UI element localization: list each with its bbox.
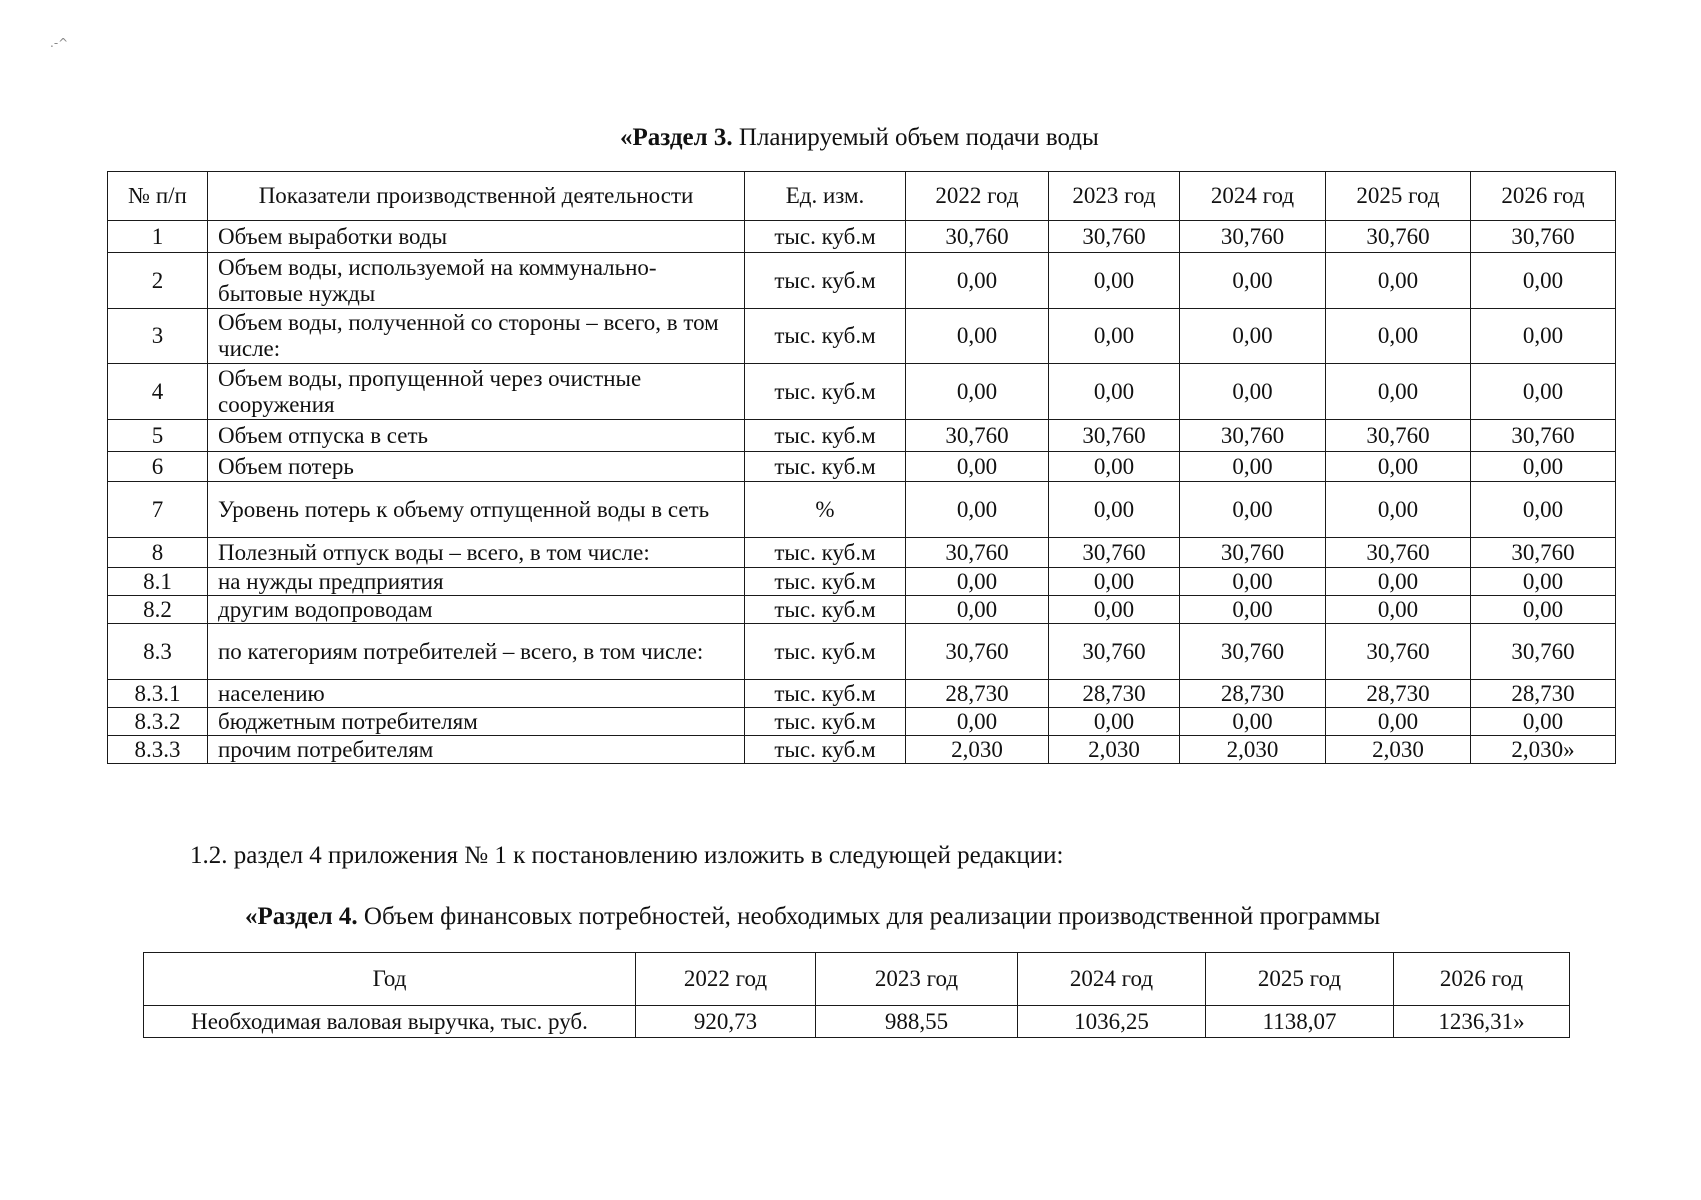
- row-number: 8.3.2: [108, 708, 208, 736]
- water-table-header-cell: Ед. изм.: [745, 172, 906, 221]
- table-row: [108, 420, 1616, 452]
- value-cell: 28,730: [1471, 680, 1616, 708]
- water-table-header-cell: Показатели производственной деятельности: [208, 172, 745, 221]
- value-cell: 2,030: [1180, 736, 1326, 764]
- value-cell: 28,730: [1180, 680, 1326, 708]
- table-row: [108, 708, 1616, 736]
- revenue-value: 1138,07: [1206, 1006, 1394, 1038]
- indicator-name: Объем воды, используемой на коммунально-бытовые нужды: [208, 253, 745, 309]
- row-number: 6: [108, 452, 208, 482]
- value-cell: 28,730: [906, 680, 1049, 708]
- value-cell: 0,00: [1326, 452, 1471, 482]
- row-number: 8.3.1: [108, 680, 208, 708]
- section-4-title: [245, 903, 1380, 931]
- value-cell: 0,00: [906, 253, 1049, 309]
- value-cell: 30,760: [1180, 538, 1326, 568]
- unit-cell: тыс. куб.м: [745, 420, 906, 452]
- row-number: 8.1: [108, 568, 208, 596]
- unit-cell: тыс. куб.м: [745, 221, 906, 253]
- financial-table-header-cell: 2026 год: [1394, 953, 1570, 1006]
- value-cell: 0,00: [906, 364, 1049, 420]
- financial-table-header-cell: Год: [144, 953, 636, 1006]
- section-4-title-bold: «Раздел 4.: [245, 903, 358, 930]
- value-cell: 0,00: [1326, 482, 1471, 538]
- table-row: [108, 568, 1616, 596]
- value-cell: 30,760: [1049, 538, 1180, 568]
- revenue-label: Необходимая валовая выручка, тыс. руб.: [144, 1006, 636, 1038]
- indicator-name: Объем воды, полученной со стороны – всего, в том числе:: [208, 309, 745, 364]
- value-cell: 0,00: [1049, 309, 1180, 364]
- value-cell: 0,00: [1471, 309, 1616, 364]
- unit-cell: тыс. куб.м: [745, 253, 906, 309]
- value-cell: 0,00: [1180, 482, 1326, 538]
- value-cell: 0,00: [1049, 708, 1180, 736]
- row-number: 8.3: [108, 624, 208, 680]
- paragraph-1-2: 1.2. раздел 4 приложения № 1 к постановлению изложить в следующей редакции:: [190, 842, 1064, 869]
- value-cell: 0,00: [1180, 596, 1326, 624]
- value-cell: 0,00: [906, 482, 1049, 538]
- value-cell: 30,760: [1180, 624, 1326, 680]
- indicator-name: Уровень потерь к объему отпущенной воды в сеть: [208, 482, 745, 538]
- scan-artifact: .-^: [50, 36, 69, 50]
- unit-cell: тыс. куб.м: [745, 624, 906, 680]
- financial-needs-table: [143, 952, 1570, 1038]
- value-cell: 30,760: [1180, 420, 1326, 452]
- value-cell: 0,00: [1180, 452, 1326, 482]
- value-cell: 0,00: [1471, 253, 1616, 309]
- unit-cell: %: [745, 482, 906, 538]
- value-cell: 30,760: [1049, 420, 1180, 452]
- value-cell: 30,760: [906, 221, 1049, 253]
- value-cell: 0,00: [1326, 708, 1471, 736]
- value-cell: 0,00: [1180, 364, 1326, 420]
- indicator-name: другим водопроводам: [208, 596, 745, 624]
- value-cell: 30,760: [1326, 221, 1471, 253]
- unit-cell: тыс. куб.м: [745, 680, 906, 708]
- water-table-header-row: [108, 172, 1616, 221]
- revenue-value: 988,55: [816, 1006, 1018, 1038]
- row-number: 8.3.3: [108, 736, 208, 764]
- value-cell: 0,00: [1471, 596, 1616, 624]
- indicator-name: Объем потерь: [208, 452, 745, 482]
- water-table-body: [108, 221, 1616, 764]
- value-cell: 0,00: [1049, 253, 1180, 309]
- table-row: [108, 538, 1616, 568]
- value-cell: 0,00: [1326, 309, 1471, 364]
- value-cell: 0,00: [1180, 253, 1326, 309]
- value-cell: 0,00: [1326, 596, 1471, 624]
- section-4-title-text: Объем финансовых потребностей, необходимых для реализации производственной программы: [357, 903, 1381, 930]
- row-number: 1: [108, 221, 208, 253]
- unit-cell: тыс. куб.м: [745, 364, 906, 420]
- value-cell: 30,760: [906, 624, 1049, 680]
- section-3-title-bold: «Раздел 3.: [620, 124, 733, 151]
- value-cell: 0,00: [1049, 364, 1180, 420]
- row-number: 5: [108, 420, 208, 452]
- value-cell: 0,00: [906, 596, 1049, 624]
- section-3-title: [620, 124, 1099, 152]
- value-cell: 28,730: [1049, 680, 1180, 708]
- indicator-name: Объем воды, пропущенной через очистные сооружения: [208, 364, 745, 420]
- table-row: [108, 482, 1616, 538]
- value-cell: 30,760: [1471, 221, 1616, 253]
- indicator-name: населению: [208, 680, 745, 708]
- financial-table-header-cell: 2023 год: [816, 953, 1018, 1006]
- row-number: 7: [108, 482, 208, 538]
- value-cell: 28,730: [1326, 680, 1471, 708]
- value-cell: 30,760: [1471, 420, 1616, 452]
- water-supply-table: [107, 171, 1616, 764]
- table-row: [108, 221, 1616, 253]
- value-cell: 30,760: [906, 538, 1049, 568]
- unit-cell: тыс. куб.м: [745, 736, 906, 764]
- value-cell: 30,760: [1471, 624, 1616, 680]
- row-number: 4: [108, 364, 208, 420]
- table-row: [108, 596, 1616, 624]
- value-cell: 0,00: [1180, 568, 1326, 596]
- financial-table-header-cell: 2022 год: [636, 953, 816, 1006]
- unit-cell: тыс. куб.м: [745, 309, 906, 364]
- revenue-value: 1036,25: [1018, 1006, 1206, 1038]
- water-table-header-cell: 2026 год: [1471, 172, 1616, 221]
- value-cell: 30,760: [1326, 538, 1471, 568]
- unit-cell: тыс. куб.м: [745, 452, 906, 482]
- revenue-value: 1236,31»: [1394, 1006, 1570, 1038]
- table-row: [108, 624, 1616, 680]
- water-table-header-cell: № п/п: [108, 172, 208, 221]
- unit-cell: тыс. куб.м: [745, 568, 906, 596]
- value-cell: 30,760: [1326, 624, 1471, 680]
- value-cell: 0,00: [1471, 364, 1616, 420]
- section-3-title-text: Планируемый объем подачи воды: [732, 124, 1099, 151]
- value-cell: 0,00: [906, 708, 1049, 736]
- revenue-value: 920,73: [636, 1006, 816, 1038]
- indicator-name: на нужды предприятия: [208, 568, 745, 596]
- indicator-name: прочим потребителям: [208, 736, 745, 764]
- indicator-name: бюджетным потребителям: [208, 708, 745, 736]
- indicator-name: Объем отпуска в сеть: [208, 420, 745, 452]
- table-row: [108, 309, 1616, 364]
- indicator-name: Полезный отпуск воды – всего, в том числе:: [208, 538, 745, 568]
- unit-cell: тыс. куб.м: [745, 708, 906, 736]
- unit-cell: тыс. куб.м: [745, 596, 906, 624]
- water-table-header-cell: 2024 год: [1180, 172, 1326, 221]
- water-table-header-cell: 2022 год: [906, 172, 1049, 221]
- table-row: [108, 736, 1616, 764]
- indicator-name: по категориям потребителей – всего, в том числе:: [208, 624, 745, 680]
- value-cell: 0,00: [1049, 568, 1180, 596]
- financial-table-header-row: [144, 953, 1570, 1006]
- value-cell: 30,760: [1326, 420, 1471, 452]
- value-cell: 30,760: [1049, 624, 1180, 680]
- value-cell: 0,00: [1049, 596, 1180, 624]
- value-cell: 30,760: [1049, 221, 1180, 253]
- financial-table-row: [144, 1006, 1570, 1038]
- value-cell: 0,00: [906, 568, 1049, 596]
- value-cell: 0,00: [1049, 482, 1180, 538]
- value-cell: 30,760: [906, 420, 1049, 452]
- table-row: [108, 364, 1616, 420]
- water-table-header-cell: 2025 год: [1326, 172, 1471, 221]
- value-cell: 0,00: [906, 309, 1049, 364]
- table-row: [108, 452, 1616, 482]
- value-cell: 2,030: [1049, 736, 1180, 764]
- row-number: 3: [108, 309, 208, 364]
- value-cell: 30,760: [1180, 221, 1326, 253]
- value-cell: 0,00: [1326, 364, 1471, 420]
- value-cell: 0,00: [1471, 452, 1616, 482]
- value-cell: 0,00: [1471, 568, 1616, 596]
- table-row: [108, 253, 1616, 309]
- value-cell: 2,030: [906, 736, 1049, 764]
- table-row: [108, 680, 1616, 708]
- value-cell: 0,00: [906, 452, 1049, 482]
- value-cell: 0,00: [1471, 708, 1616, 736]
- value-cell: 0,00: [1326, 253, 1471, 309]
- row-number: 8: [108, 538, 208, 568]
- value-cell: 0,00: [1180, 708, 1326, 736]
- value-cell: 0,00: [1471, 482, 1616, 538]
- value-cell: 0,00: [1180, 309, 1326, 364]
- value-cell: 30,760: [1471, 538, 1616, 568]
- value-cell: 2,030»: [1471, 736, 1616, 764]
- financial-table-header-cell: 2025 год: [1206, 953, 1394, 1006]
- value-cell: 0,00: [1326, 568, 1471, 596]
- financial-table-header-cell: 2024 год: [1018, 953, 1206, 1006]
- unit-cell: тыс. куб.м: [745, 538, 906, 568]
- value-cell: 2,030: [1326, 736, 1471, 764]
- indicator-name: Объем выработки воды: [208, 221, 745, 253]
- row-number: 2: [108, 253, 208, 309]
- row-number: 8.2: [108, 596, 208, 624]
- water-table-header-cell: 2023 год: [1049, 172, 1180, 221]
- value-cell: 0,00: [1049, 452, 1180, 482]
